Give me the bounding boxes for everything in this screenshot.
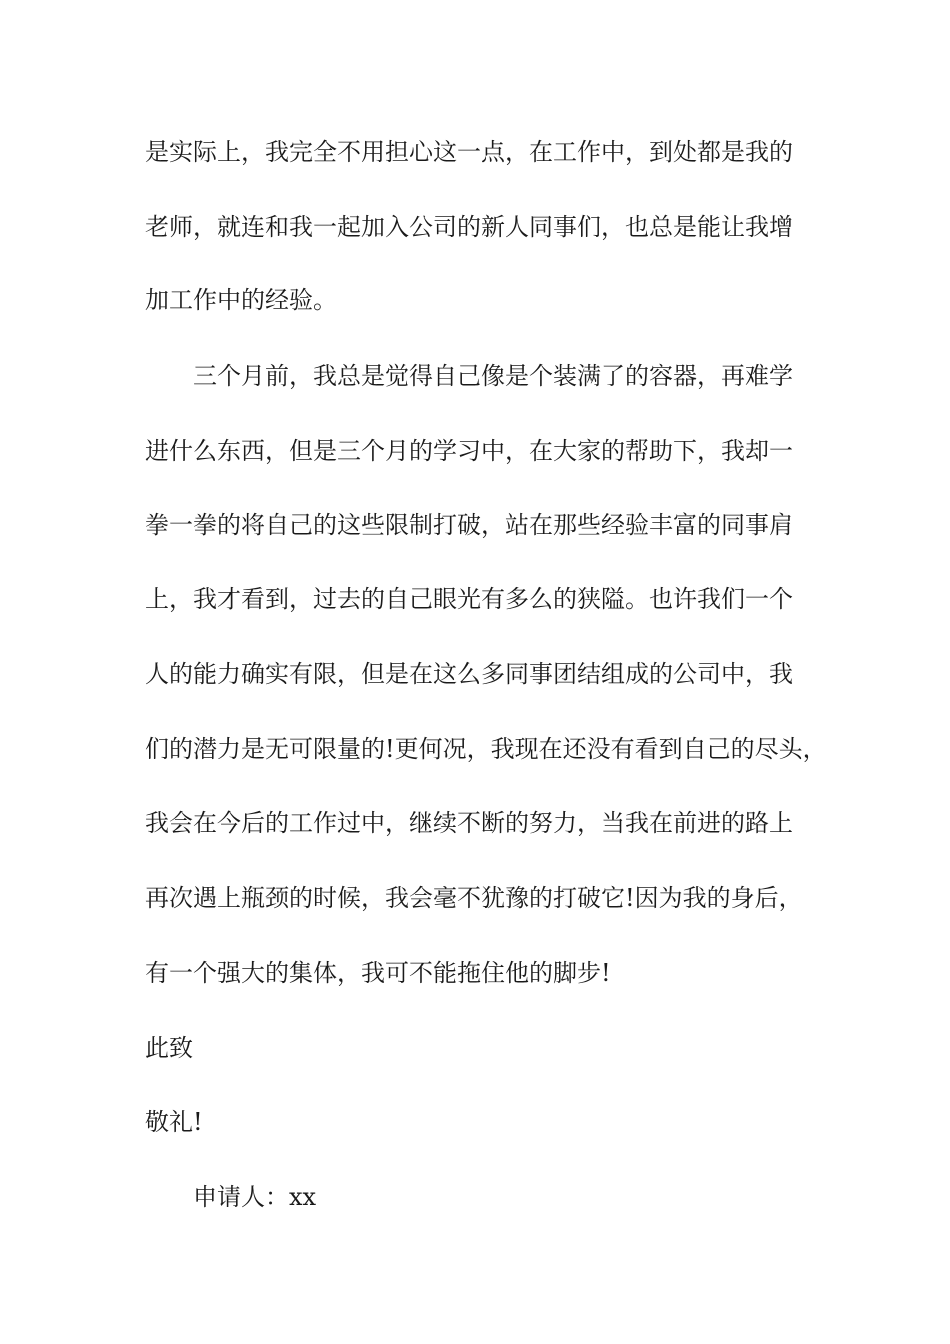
- signature-line: 申请人：xx: [193, 1183, 317, 1211]
- paragraph-line: 老师，就连和我一起加入公司的新人同事们，也总是能让我增: [145, 213, 793, 241]
- paragraph-line: 上，我才看到，过去的自己眼光有多么的狭隘。也许我们一个: [145, 585, 793, 613]
- paragraph-line: 有一个强大的集体，我可不能拖住他的脚步!: [145, 959, 611, 987]
- paragraph-line: 们的潜力是无可限量的!更何况，我现在还没有看到自己的尽头，: [145, 735, 827, 763]
- paragraph-line: 再次遇上瓶颈的时候，我会毫不犹豫的打破它!因为我的身后，: [145, 884, 803, 912]
- paragraph-line: 加工作中的经验。: [145, 286, 337, 314]
- paragraph-line: 三个月前，我总是觉得自己像是个装满了的容器，再难学: [193, 362, 793, 390]
- closing-text: 此致: [145, 1034, 193, 1062]
- paragraph-line: 进什么东西，但是三个月的学习中，在大家的帮助下，我却一: [145, 437, 793, 465]
- paragraph-line: 我会在今后的工作过中，继续不断的努力，当我在前进的路上: [145, 809, 793, 837]
- paragraph-line: 是实际上，我完全不用担心这一点，在工作中，到处都是我的: [145, 138, 793, 166]
- salutation-text: 敬礼!: [145, 1108, 203, 1136]
- paragraph-line: 人的能力确实有限，但是在这么多同事团结组成的公司中，我: [145, 660, 793, 688]
- paragraph-line: 拳一拳的将自己的这些限制打破，站在那些经验丰富的同事肩: [145, 511, 793, 539]
